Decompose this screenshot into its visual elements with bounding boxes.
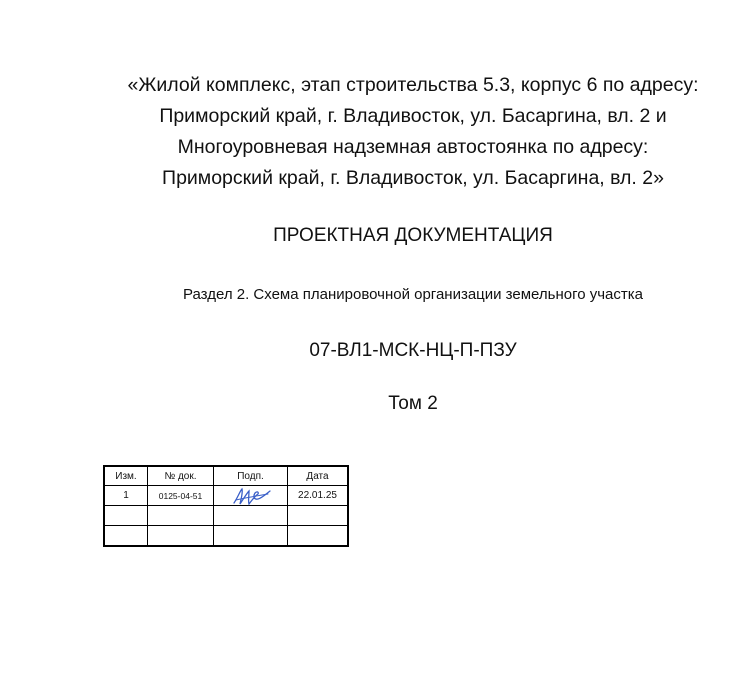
cell-signature — [214, 486, 288, 506]
table-row — [104, 506, 348, 526]
cell-signature — [214, 526, 288, 547]
cell-doc-no — [148, 506, 214, 526]
revision-table-header — [104, 466, 348, 486]
cell-doc-no: 0125-04-51 — [148, 486, 214, 506]
document-code: 07-ВЛ1-МСК-НЦ-П-ПЗУ — [309, 340, 517, 361]
cell-date — [288, 526, 349, 547]
cell-date — [288, 506, 349, 526]
object-title-line-1: «Жилой комплекс, этап строительства 5.3, корпус 6 по адресу: — [127, 74, 699, 96]
object-title-line-3: Многоуровневая надземная автостоянка по адресу: — [177, 136, 649, 158]
table-row — [104, 526, 348, 547]
cell-doc-no — [148, 526, 214, 547]
cell-change-no — [104, 526, 148, 547]
header-date: Дата — [288, 466, 349, 486]
cell-date: 22.01.25 — [288, 486, 349, 506]
section-title: Раздел 2. Схема планировочной организации земельного участка — [183, 286, 643, 303]
table-row — [104, 486, 348, 506]
signature-image — [230, 483, 274, 509]
object-title-line-2: Приморский край, г. Владивосток, ул. Басаргина, вл. 2 и — [159, 105, 667, 127]
volume-number: Том 2 — [388, 393, 438, 414]
header-signature: Подп. — [214, 466, 288, 486]
document-kind: ПРОЕКТНАЯ ДОКУМЕНТАЦИЯ — [273, 225, 553, 246]
object-title — [80, 70, 746, 194]
cell-change-no: 1 — [104, 486, 148, 506]
object-title-line-4: Приморский край, г. Владивосток, ул. Басаргина, вл. 2» — [162, 167, 664, 189]
cell-change-no — [104, 506, 148, 526]
header-doc-no: № док. — [148, 466, 214, 486]
header-change-no: Изм. — [104, 466, 148, 486]
revision-table — [103, 465, 349, 547]
